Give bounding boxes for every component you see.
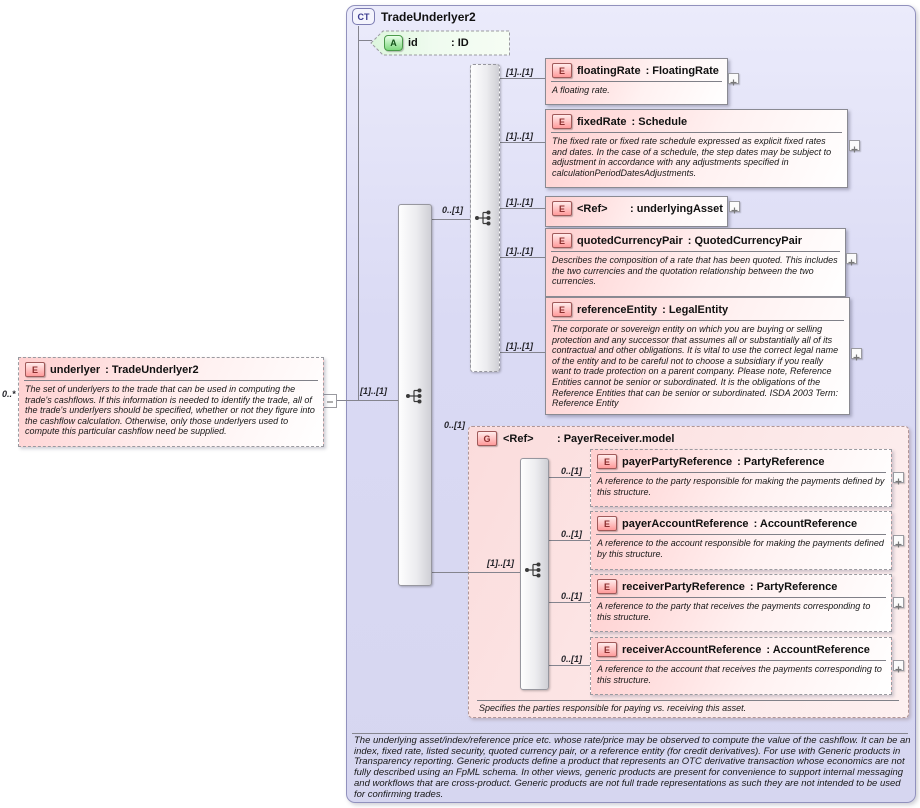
connector-line <box>430 219 471 220</box>
collapse-toggle[interactable] <box>323 394 337 408</box>
complex-type-annotation: The underlying asset/index/reference price etc. whose rate/price may be observed to compute the value of the cashflow. It can be an index, fixed rate, listed security, quoted currency pair, or a reference entity (for credit derivatives). For use with Generic products in Transparency reporting. Generic products define a product that represents an OTC derivative transaction whose economics are not fully described using an FpML schema. In other views, generic products are present for convenience to support internal messaging and workflows that are cross-product. Generic products are not full trade representations as such they are not intended to be used for confirming trades. <box>354 735 911 800</box>
element-doc: A reference to the party responsible for making the payments defined by this structure. <box>597 476 885 497</box>
element-receiveraccountreference[interactable] <box>590 637 892 695</box>
element-doc: A reference to the account that receives the payments corresponding to this structure. <box>597 664 882 685</box>
element-icon: E <box>597 516 617 531</box>
element-type: : LegalEntity <box>662 303 729 316</box>
element-type: : QuotedCurrencyPair <box>687 234 803 247</box>
element-underlyingasset-ref[interactable] <box>545 196 728 227</box>
element-name: referenceEntity <box>577 303 658 316</box>
attribute-type: : ID <box>451 37 469 49</box>
plus-icon <box>894 665 903 674</box>
connector-line <box>358 26 359 401</box>
element-type: : underlyingAsset <box>630 202 723 215</box>
occurs-label: 0..[1] <box>561 466 583 476</box>
group-name: <Ref> <box>503 432 534 445</box>
group-header <box>469 427 908 450</box>
element-doc: The fixed rate or fixed rate schedule expressed as explicit fixed rates and dates. In the case of a schedule, the step dates may be subject to adjustment in accordance with any adjustments specified in calculationPeriodDatesAdjustments. <box>552 136 832 178</box>
divider <box>352 733 908 734</box>
occurs-label: 0..[1] <box>561 654 583 664</box>
element-referenceentity[interactable] <box>545 297 850 415</box>
element-name: payerPartyReference <box>622 455 733 468</box>
element-icon: E <box>597 454 617 469</box>
occurs-label: [1]..[1] <box>360 386 387 396</box>
element-icon: E <box>552 201 572 216</box>
choice-compositor-icon <box>474 209 494 232</box>
connector-line <box>547 540 590 541</box>
element-icon: E <box>597 579 617 594</box>
occurs-label: 0..[1] <box>561 591 583 601</box>
element-name: underlyer <box>50 363 101 376</box>
element-name: quotedCurrencyPair <box>577 234 683 247</box>
element-icon: E <box>552 233 572 248</box>
attribute-icon: A <box>384 35 403 51</box>
element-underlyer[interactable] <box>18 357 324 447</box>
group-annotation-text: Specifies the parties responsible for paying vs. receiving this asset. <box>479 703 747 713</box>
sequence-compositor-icon <box>405 387 425 410</box>
element-icon: E <box>552 302 572 317</box>
element-type: : Schedule <box>631 115 688 128</box>
plus-icon <box>894 477 903 486</box>
occurs-label: [1]..[1] <box>506 131 533 141</box>
expand-button[interactable] <box>846 253 857 264</box>
attribute-id[interactable] <box>370 30 511 56</box>
plus-icon <box>894 602 903 611</box>
element-payerpartyreference[interactable] <box>590 449 892 507</box>
element-name: receiverPartyReference <box>622 580 745 593</box>
element-doc: The corporate or sovereign entity on which you are buying or selling protection and any successor that assumes all or substantially all of its contractual and other obligations. It is vital to use the correct legal name of the entity and to be careful not to choose a subsidiary if you really want to trade protection on a parent company. Please note, Reference Entities cannot be senior or subordinated. It is the obligations of the Reference Entities that can be senior or subordinated. ISDA 2003 Term: Reference Entity <box>552 324 839 409</box>
element-type: : FloatingRate <box>645 64 719 77</box>
element-icon: E <box>552 63 572 78</box>
complex-type-header <box>352 8 476 25</box>
expand-button[interactable] <box>893 535 904 546</box>
element-name: fixedRate <box>577 115 627 128</box>
element-type: : AccountReference <box>753 517 858 530</box>
connector-line <box>547 602 590 603</box>
element-icon: E <box>597 642 617 657</box>
element-doc: A reference to the account responsible for making the payments defined by this structure. <box>597 538 884 559</box>
sequence-compositor-icon <box>524 561 544 584</box>
connector-line <box>498 257 545 258</box>
connector-line <box>430 572 521 573</box>
expand-button[interactable] <box>849 140 860 151</box>
element-doc: A reference to the party that receives the payments corresponding to this structure. <box>597 601 871 622</box>
expand-button[interactable] <box>893 660 904 671</box>
element-name: <Ref> <box>577 202 608 215</box>
plus-icon <box>852 353 861 362</box>
element-floatingrate[interactable] <box>545 58 728 105</box>
plus-icon <box>894 540 903 549</box>
plus-icon <box>730 206 739 215</box>
minus-icon <box>324 396 336 408</box>
connector-line <box>498 208 545 209</box>
occurs-label: [1]..[1] <box>487 558 514 568</box>
plus-icon <box>729 78 738 87</box>
element-type: : PartyReference <box>737 455 825 468</box>
connector-line <box>547 665 590 666</box>
element-name: payerAccountReference <box>622 517 749 530</box>
element-doc: Describes the composition of a rate that has been quoted. This includes the two currencies and the quotation relationship between the two currencies. <box>552 255 838 287</box>
expand-button[interactable] <box>729 201 740 212</box>
element-quotedcurrencypair[interactable] <box>545 228 846 297</box>
connector-line <box>547 477 590 478</box>
element-type: : TradeUnderlyer2 <box>105 363 199 376</box>
connector-line <box>498 352 545 353</box>
group-annotation <box>477 700 899 714</box>
occurs-label: 0..[1] <box>444 420 466 430</box>
expand-button[interactable] <box>893 472 904 483</box>
element-payeraccountreference[interactable] <box>590 511 892 570</box>
attribute-name: id <box>408 37 418 49</box>
complex-type-title: TradeUnderlyer2 <box>381 9 476 24</box>
element-name: floatingRate <box>577 64 641 77</box>
group-icon: G <box>477 431 497 446</box>
element-icon: E <box>25 362 45 377</box>
element-doc: A floating rate. <box>552 85 610 95</box>
complex-type-icon: CT <box>352 8 375 25</box>
expand-button[interactable] <box>851 348 862 359</box>
occurs-label: 0..[1] <box>561 529 583 539</box>
occurs-label: [1]..[1] <box>506 67 533 77</box>
occurs-label: [1]..[1] <box>506 341 533 351</box>
expand-button[interactable] <box>728 73 739 84</box>
element-fixedrate[interactable] <box>545 109 848 188</box>
group-type: : PayerReceiver.model <box>557 432 675 445</box>
plus-icon <box>850 145 859 154</box>
element-receiverpartyreference[interactable] <box>590 574 892 632</box>
connector-line <box>498 78 545 79</box>
occurs-label: [1]..[1] <box>506 246 533 256</box>
element-name: receiverAccountReference <box>622 643 762 656</box>
expand-button[interactable] <box>893 597 904 608</box>
occurs-label: [1]..[1] <box>506 197 533 207</box>
connector-line <box>498 142 545 143</box>
plus-icon <box>847 258 856 267</box>
element-type: : PartyReference <box>749 580 838 593</box>
occurs-label: 0..[1] <box>442 205 464 215</box>
element-doc: The set of underlyers to the trade that can be used in computing the trade's cashflows. If this information is needed to identify the trade, all of the trade's underlyers should be specified, whether or not they figure into the cashflow calculation. Otherwise, only those underlyers used to compute this particular cashflow need be supplied. <box>25 384 315 437</box>
occurs-label: 0..* <box>2 389 16 399</box>
element-type: : AccountReference <box>766 643 870 656</box>
element-icon: E <box>552 114 572 129</box>
